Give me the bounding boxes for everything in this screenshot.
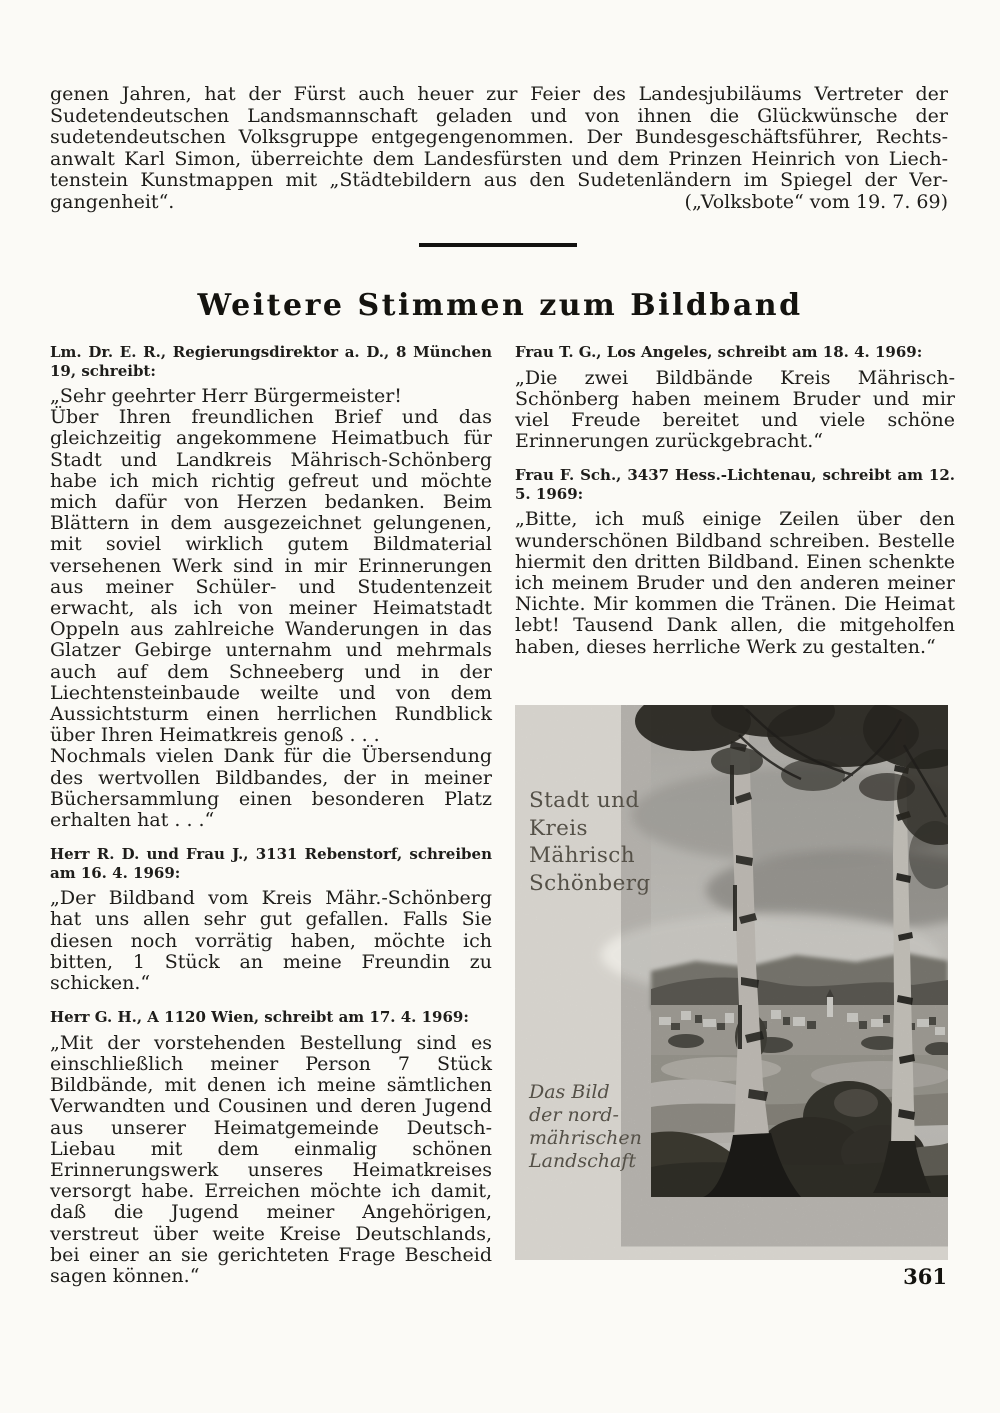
letter bbox=[515, 343, 955, 452]
book-cover-figure bbox=[515, 705, 948, 1260]
article-line: sudetendeutschen Volksgruppe entgegengenommen. Der Bundesgeschäftsführer, Rechts- bbox=[50, 126, 948, 148]
article-last-line bbox=[50, 192, 948, 214]
cover-caption-line: mährischen bbox=[529, 1127, 642, 1149]
article-line: tenstein Kunstmappen mit „Städtebildern aus den Sudetenländern im Spiegel der Ver- bbox=[50, 169, 948, 191]
letter-header: Herr G. H., A 1120 Wien, schreibt am 17. 4. 1969: bbox=[50, 1008, 469, 1027]
page-number: 361 bbox=[903, 1264, 947, 1289]
letter-paragraph: Über Ihren freundlichen Brief und das gleichzeitig angekommene Heimatbuch für Stadt und Landkreis Mährisch-Schönberg habe ich mich richtig gefreut und möchte mich dafür von Herzen bedanken. Beim Blättern in dem ausgezeichnet gelungenen, mit soviel wirklich gutem Bildmaterial versehenen Werk sind in mir Erinnerungen aus meiner Schüler- und Studentenzeit erwacht, als ich von meiner Heimatstadt Oppeln aus zahlreiche Wanderungen in das Glatzer Gebirge unternahm und mehrmals auch auf dem Schneeberg und in der Liechtensteinbaude weilte und von dem Aussichtsturm einen herrlichen Rundblick über Ihren Heimatkreis genoß . . . bbox=[50, 406, 492, 747]
letter bbox=[50, 845, 492, 994]
article-line-end: gangenheit“. bbox=[50, 190, 175, 213]
letter-paragraph: Nochmals vielen Dank für die Übersendung des wertvollen Bildbandes, der in meiner Büchersammlung einen besonderen Platz erhalten hat . . .“ bbox=[50, 745, 492, 832]
letter-paragraph: „Mit der vorstehenden Bestellung sind es einschließlich meiner Person 7 Stück Bildbände, mit denen ich meine sämtlichen Verwandten und Cousinen und deren Jugend aus unserer Heimatgemeinde Deutsch-Liebau mit dem einmalig schönen Erinnerungswerk unseres Heimatkreises versorgt habe. Erreichen möchte ich damit, daß die Jugend meiner Angehörigen, verstreut über weite Kreise Deutschlands, bei einer an sie gerichteten Frage Bescheid sagen können.“ bbox=[50, 1031, 492, 1288]
section-headline: Weitere Stimmen zum Bildband bbox=[197, 288, 803, 323]
letter bbox=[50, 1008, 492, 1287]
letter-header: Frau T. G., Los Angeles, schreibt am 18. 4. 1969: bbox=[515, 343, 923, 361]
top-article bbox=[50, 84, 948, 213]
letter-header: Lm. Dr. E. R., Regierungsdirektor a. D., 8 München 19, schreibt: bbox=[50, 343, 492, 380]
letter-header: Herr R. D. und Frau J., 3131 Rebenstorf, schreiben am 16. 4. 1969: bbox=[50, 845, 492, 882]
cover-title-line: Mährisch bbox=[529, 843, 635, 868]
section-divider bbox=[419, 243, 577, 247]
cover-title-line: Stadt und bbox=[529, 788, 640, 813]
cover-title-line: Schönberg bbox=[529, 870, 651, 896]
cover-caption bbox=[529, 1081, 642, 1173]
letter-paragraph: „Der Bildband vom Kreis Mähr.-Schönberg hat uns allen sehr gut gefallen. Falls Sie diesen noch vorrätig haben, möchte ich bitten, 1 Stück an meine Freundin zu schicken.“ bbox=[50, 887, 492, 995]
cover-title-line: Kreis bbox=[529, 815, 588, 841]
letters-column-left bbox=[50, 343, 492, 1287]
letter-paragraph: „Die zwei Bildbände Kreis Mährisch-Schönberg haben meinem Bruder und mir viel Freude bereitet und viele schöne Erinnerungen zurückgebracht.“ bbox=[515, 366, 955, 453]
letter bbox=[515, 466, 955, 657]
letter-paragraph: „Sehr geehrter Herr Bürgermeister! bbox=[50, 385, 402, 407]
article-line: anwalt Karl Simon, überreichte dem Landesfürsten und dem Prinzen Heinrich von Liech- bbox=[50, 147, 948, 170]
cover-caption-line: Das Bild bbox=[529, 1081, 610, 1103]
letter-paragraph: „Bitte, ich muß einige Zeilen über den wunderschönen Bildband schreiben. Bestelle hiermit den dritten Bildband. Einen schenkte ich meinem Bruder und den anderen meiner Nichte. Mir kommen die Tränen. Die Heimat lebt! Tausend Dank allen, die mitgeholfen haben, dieses herrliche Werk zu gestalten.“ bbox=[515, 508, 955, 658]
cover-caption-line: der nord- bbox=[529, 1104, 619, 1126]
letter-header: Frau F. Sch., 3437 Hess.-Lichtenau, schreibt am 12. 5. 1969: bbox=[515, 466, 955, 503]
cover-title bbox=[529, 787, 651, 897]
article-source: („Volksbote“ vom 19. 7. 69) bbox=[684, 190, 948, 213]
article-line: Sudetendeutschen Landsmannschaft geladen und von ihnen die Glückwünsche der bbox=[50, 104, 948, 127]
article-line: genen Jahren, hat der Fürst auch heuer zur Feier des Landesjubiläums Vertreter der bbox=[50, 83, 948, 105]
letters-column-right bbox=[515, 343, 955, 658]
letter bbox=[50, 343, 492, 831]
cover-caption-line: Landschaft bbox=[529, 1150, 636, 1172]
